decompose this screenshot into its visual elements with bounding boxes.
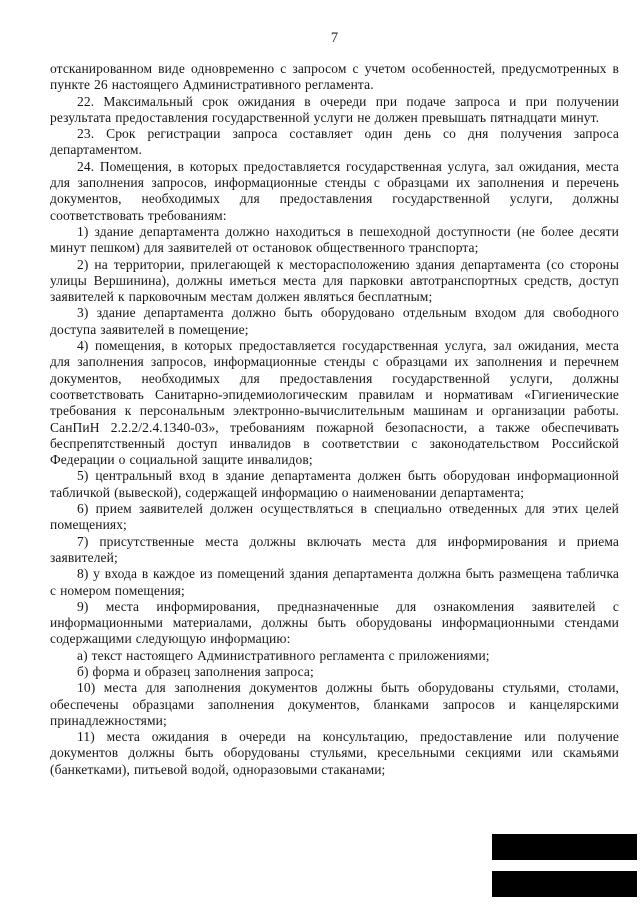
paragraph: 2) на территории, прилегающей к месторасположению здания департамента (со стороны улицы Вершинина), должны иметься места для парковки автотранспортных средств, доступ заявителей к парковочным местам должен являться бесплатным;: [50, 256, 619, 305]
paragraph: б) форма и образец заполнения запроса;: [77, 663, 314, 679]
page-number: 7: [330, 30, 339, 46]
paragraph: 7) присутственные места должны включать места для информирования и приема заявителей;: [50, 533, 619, 565]
paragraph: 6) прием заявителей должен осуществляться в специально отведенных для этих целей помещениях;: [50, 501, 619, 533]
paragraph: 10) места для заполнения документов должны быть оборудованы стульями, столами, обеспечены образцами заполнения документов, бланками запросов и канцелярскими принадлежностями;: [50, 680, 619, 728]
paragraph: 8) у входа в каждое из помещений здания департамента должна быть размещена табличка с номером помещения;: [50, 566, 619, 598]
paragraph: а) текст настоящего Административного регламента с приложениями;: [77, 647, 490, 663]
paragraph: 22. Максимальный срок ожидания в очереди при подаче запроса и при получении результата предоставления государственной услуги не должен превышать пятнадцати минут.: [50, 93, 619, 125]
redaction-bar: [492, 834, 637, 860]
paragraph: 23. Срок регистрации запроса составляет один день со дня получения запроса департаментом.: [50, 126, 619, 158]
paragraph: 24. Помещения, в которых предоставляется государственная услуга, зал ожидания, места для заполнения запросов, информационные стенды с образцами их заполнения и перечень документов, необходимых для предоставления государственной услуги, должны соответствовать требованиям:: [50, 158, 619, 223]
paragraph: 1) здание департамента должно находиться в пешеходной доступности (не более десяти минут пешком) для заявителей от остановок общественного транспорта;: [50, 223, 619, 256]
paragraph: 11) места ожидания в очереди на консультацию, предоставление или получение документов должны быть оборудованы стульями, кресельными секциями или скамьями (банкетками), питьевой водой, одноразовыми стаканами;: [50, 729, 619, 777]
paragraph: 9) места информирования, предназначенные для ознакомления заявителей с информационными материалами, должны быть оборудованы информационными стендами содержащими следующую информацию:: [50, 598, 619, 647]
paragraph: 4) помещения, в которых предоставляется государственная услуга, зал ожидания, места для заполнения запросов, информационные стенды с образцами их заполнения и перечнем документов, необходимых для предоставления государственной услуги, должны соответствовать Санитарно-эпидемиологическим правилам и нормативам «Гигиенические требования к персональным электронно-вычислительным машинам и организации работы. СанПиН 2.2.2/2.4.1340-03», требованиям пожарной безопасности, а также обеспечивать беспрепятственный доступ инвалидов в соответствии с законодательством Российской Федерации о социальной защите инвалидов;: [50, 338, 619, 468]
document-body: [50, 61, 619, 778]
paragraph: отсканированном виде одновременно с запросом с учетом особенностей, предусмотренных в пункте 26 настоящего Административного регламента.: [50, 61, 619, 93]
redaction-bar: [492, 871, 637, 897]
paragraph: 5) центральный вход в здание департамента должен быть оборудован информационной табличкой (вывеской), содержащей информацию о наименовании департамента;: [50, 468, 619, 500]
paragraph: 3) здание департамента должно быть оборудовано отдельным входом для свободного доступа заявителей в помещение;: [50, 305, 619, 337]
